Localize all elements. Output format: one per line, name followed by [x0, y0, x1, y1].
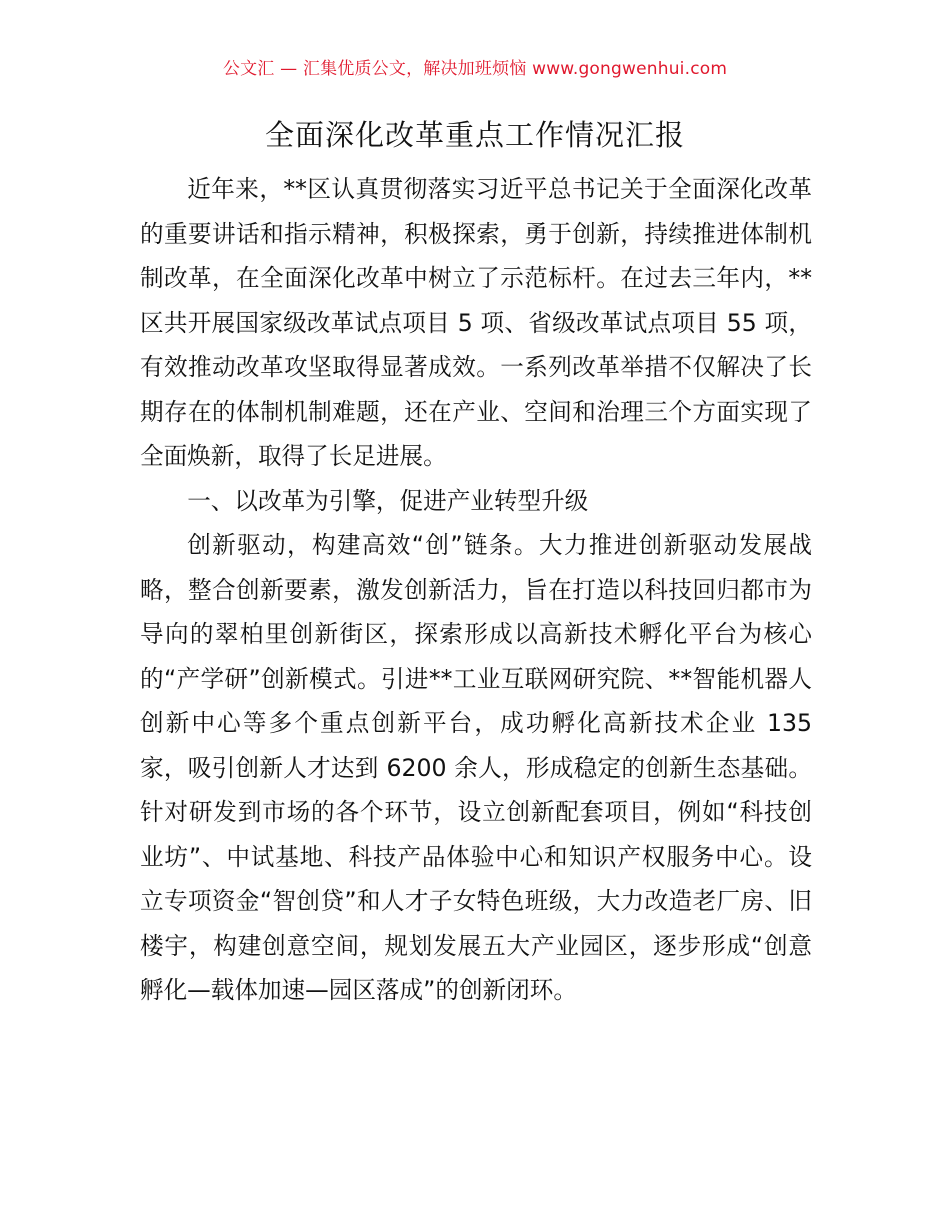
body-paragraph: 创新驱动，构建高效“创”链条。大力推进创新驱动发展战略，整合创新要素，激发创新活力，旨在打造以科技回归都市为导向的翠柏里创新街区，探索形成以高新技术孵化平台为核心的“产学研”创新模式。引进**工业互联网研究院、**智能机器人创新中心等多个重点创新平台，成功孵化高新技术企业 135 家，吸引创新人才达到 6200 余人，形成稳定的创新生态基础。针对研发到市场的各个环节，设立创新配套项目，例如“科技创业坊”、中试基地、科技产品体验中心和知识产权服务中心。设立专项资金“智创贷”和人才子女特色班级，大力改造老厂房、旧楼宇，构建创意空间，规划发展五大产业园区，逐步形成“创意孵化—载体加速—园区落成”的创新闭环。 — [140, 531, 812, 1004]
document-title: 全面深化改革重点工作情况汇报 — [264, 118, 685, 152]
section-heading: 一、以改革为引擎，促进产业转型升级 — [187, 486, 589, 515]
intro-paragraph: 近年来，**区认真贯彻落实习近平总书记关于全面深化改革的重要讲话和指示精神，积极探索，勇于创新，持续推进体制机制改革，在全面深化改革中树立了示范标杆。在过去三年内，**区共开展国家级改革试点项目 5 项、省级改革试点项目 55 项，有效推动改革攻坚取得显著成效。一系列改革举措不仅解决了长期存在的体制机制难题，还在产业、空间和治理三个方面实现了全面焕新，取得了长足进展。 — [140, 175, 812, 470]
document-body — [140, 167, 812, 1013]
site-header-banner: 公文汇 — 汇集优质公文，解决加班烦恼 www.gongwenhui.com — [222, 59, 728, 79]
